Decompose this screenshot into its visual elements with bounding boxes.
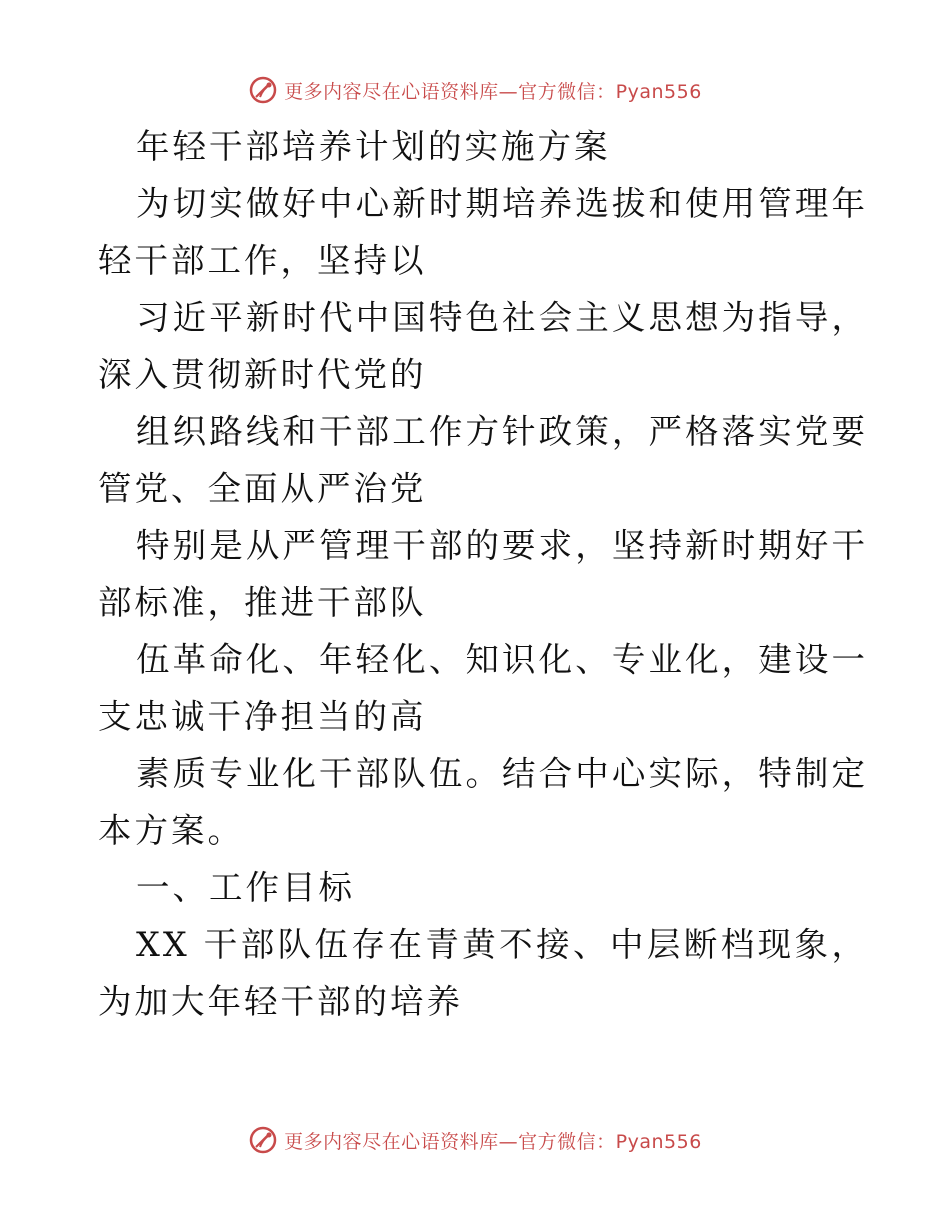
paragraph: 组织路线和干部工作方针政策，严格落实党要管党、全面从严治党 bbox=[98, 412, 868, 508]
footer-watermark bbox=[0, 1120, 950, 1160]
quill-logo-icon bbox=[248, 1125, 278, 1155]
header-watermark bbox=[0, 70, 950, 110]
quill-logo-icon bbox=[248, 75, 278, 105]
paragraph: XX 干部队伍存在青黄不接、中层断档现象，为加大年轻干部的培养 bbox=[98, 925, 868, 1021]
watermark-text: 更多内容尽在心语资料库—官方微信：Pyan556 bbox=[284, 1130, 702, 1153]
paragraph: 习近平新时代中国特色社会主义思想为指导，深入贯彻新时代党的 bbox=[98, 298, 868, 394]
section-heading: 一、工作目标 bbox=[136, 868, 355, 907]
paragraph: 素质专业化干部队伍。结合中心实际，特制定本方案。 bbox=[98, 754, 868, 850]
paragraph: 伍革命化、年轻化、知识化、专业化，建设一支忠诚干净担当的高 bbox=[98, 640, 868, 736]
watermark-text: 更多内容尽在心语资料库—官方微信：Pyan556 bbox=[284, 80, 702, 103]
document-body bbox=[98, 118, 868, 1030]
document-title: 年轻干部培养计划的实施方案 bbox=[136, 127, 611, 166]
paragraph: 为切实做好中心新时期培养选拔和使用管理年轻干部工作，坚持以 bbox=[98, 184, 868, 280]
paragraph: 特别是从严管理干部的要求，坚持新时期好干部标准，推进干部队 bbox=[98, 526, 868, 622]
